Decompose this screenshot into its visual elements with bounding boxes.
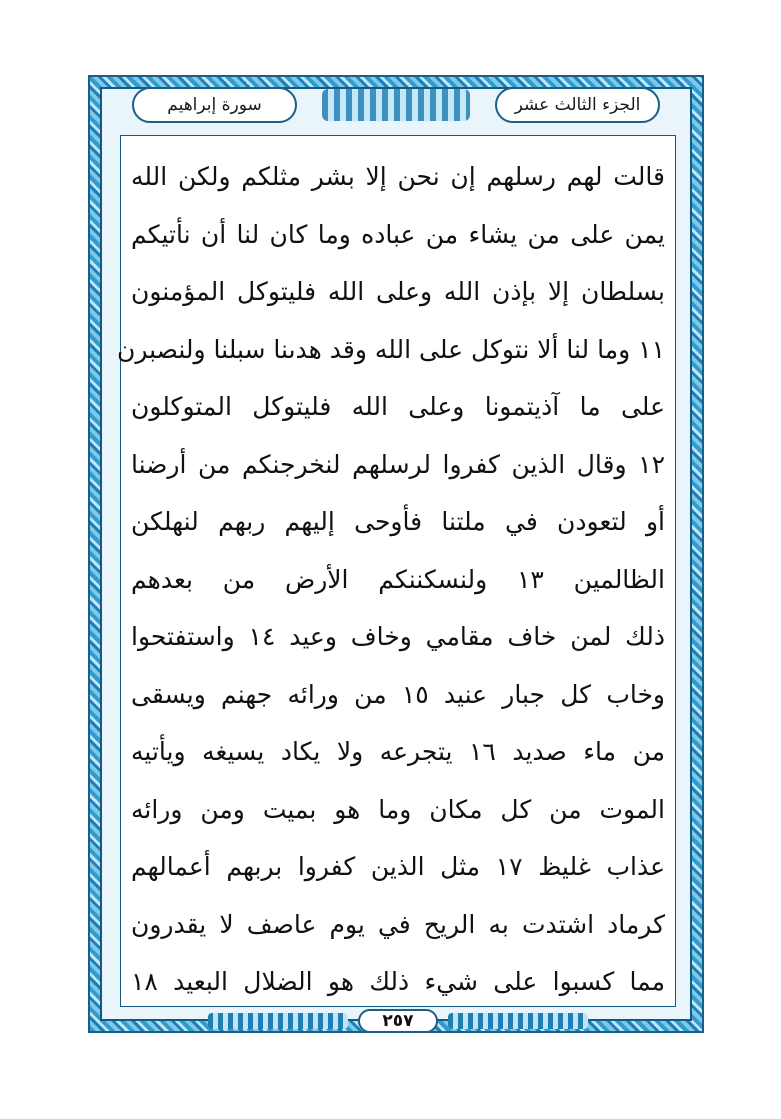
- page-number: ٢٥٧: [358, 1009, 438, 1033]
- header-ornament: [322, 89, 470, 121]
- text-line: [116, 321, 665, 379]
- text-line: [131, 781, 665, 839]
- line-text: ١١ وما لنا ألا نتوكل على الله وقد هدىنا سبلنا ولنصبرن: [116, 334, 665, 364]
- line-text: مما كسبوا على شيء ذلك هو الضلال البعيد ١٨: [131, 967, 665, 997]
- line-text: قالت لهم رسلهم إن نحن إلا بشر مثلكم ولكن الله: [131, 162, 665, 192]
- text-line: [131, 378, 665, 436]
- line-text: أو لتعودن في ملتنا فأوحى إليهم ربهم لنهلكن: [131, 507, 665, 537]
- text-line: [131, 723, 665, 781]
- text-line: [131, 953, 665, 1011]
- line-text: من ماء صديد ١٦ يتجرعه ولا يكاد يسيغه ويأتيه: [131, 737, 665, 767]
- ornamental-frame: [88, 75, 704, 1033]
- line-text: الموت من كل مكان وما هو بميت ومن ورائه: [131, 794, 665, 824]
- surah-name-label: سورة إبراهيم: [132, 87, 297, 123]
- text-line: [131, 838, 665, 896]
- footer-ornament: [208, 1013, 348, 1029]
- text-line: [131, 436, 665, 494]
- text-line: [131, 263, 665, 321]
- text-line: [131, 896, 665, 954]
- line-text: ١٢ وقال الذين كفروا لرسلهم لنخرجنكم من أرضنا: [131, 449, 665, 479]
- text-line: [131, 608, 665, 666]
- line-text: وخاب كل جبار عنيد ١٥ من ورائه جهنم ويسقى: [131, 679, 665, 709]
- footer-ornament: [448, 1013, 588, 1029]
- text-line: [131, 551, 665, 609]
- line-text: عذاب غليظ ١٧ مثل الذين كفروا بربهم أعمالهم: [131, 852, 665, 882]
- text-line: [131, 206, 665, 264]
- verse-lines: [116, 148, 665, 1011]
- line-text: الظالمين ١٣ ولنسكننكم الأرض من بعدهم: [131, 564, 665, 594]
- line-text: ذلك لمن خاف مقامي وخاف وعيد ١٤ واستفتحوا: [131, 622, 665, 652]
- line-text: كرماد اشتدت به الريح في يوم عاصف لا يقدرون: [131, 909, 665, 939]
- line-text: على ما آذيتمونا وعلى الله فليتوكل المتوكلون: [131, 392, 665, 422]
- line-text: يمن على من يشاء من عباده وما كان لنا أن نأتيكم: [131, 219, 665, 249]
- text-area: [116, 135, 676, 1007]
- juz-label: الجزء الثالث عشر: [495, 87, 660, 123]
- text-line: [131, 666, 665, 724]
- line-text: بسلطان إلا بإذن الله وعلى الله فليتوكل المؤمنون: [131, 277, 665, 307]
- text-line: [131, 148, 665, 206]
- text-line: [131, 493, 665, 551]
